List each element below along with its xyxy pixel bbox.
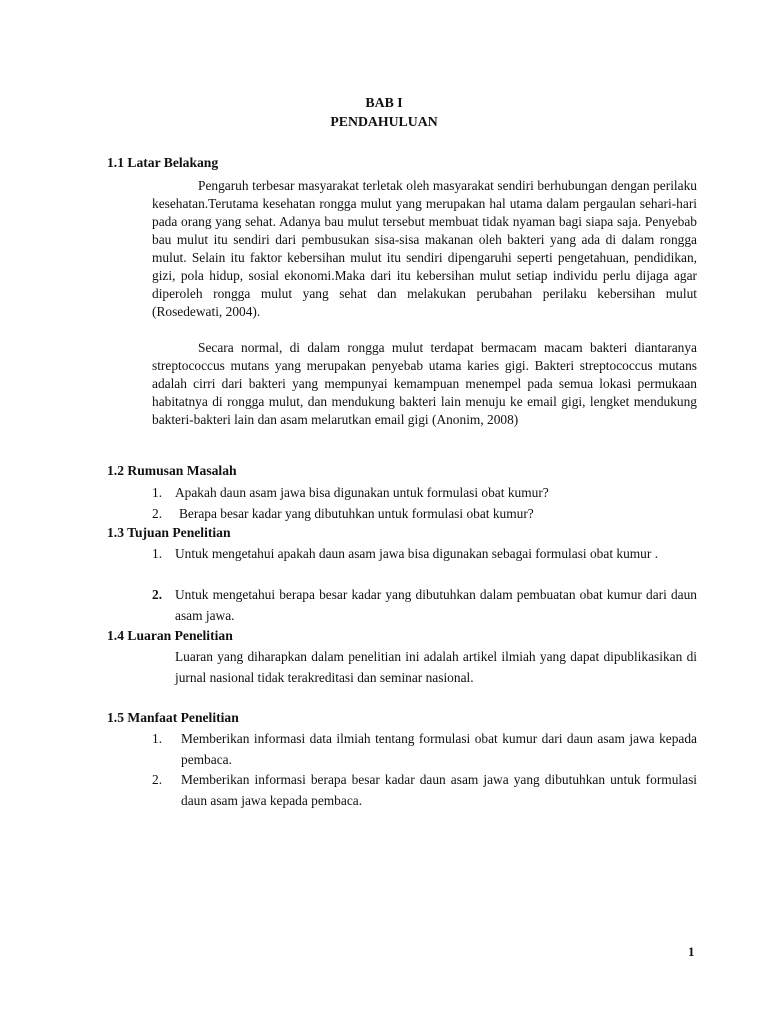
list-item-number: 2. [152, 587, 163, 602]
section-heading-latar-belakang: 1.1 Latar Belakang [107, 155, 219, 170]
paragraph-luaran-penelitian: Luaran yang diharapkan dalam penelitian ini adalah artikel ilmiah yang dapat dipublikasikan di jurnal nasional tidak terakreditasi dan seminar nasional. [175, 649, 697, 685]
list-item: Untuk mengetahui berapa besar kadar yang dibutuhkan dalam pembuatan obat kumur dari daun asam jawa. [175, 587, 697, 623]
page-number: 1 [688, 944, 695, 959]
list-item: Memberikan informasi data ilmiah tentang formulasi obat kumur dari daun asam jawa kepada pembaca. [181, 731, 697, 767]
list-item: Apakah daun asam jawa bisa digunakan untuk formulasi obat kumur? [175, 485, 549, 500]
paragraph-text: Pengaruh terbesar masyarakat terletak oleh masyarakat sendiri berhubungan dengan perilaku kesehatan.Terutama kesehatan rongga mulut yang merupakan hal utama dalam pergaulan sehari-hari pada orang yang sehat. Adanya bau mulut tersebut membuat tidak nyaman bagi siapa saja. Penyebab bau mulut itu sendiri dari pembusukan sisa-sisa makanan oleh bakteri yang ada di dalam rongga mulut. Selain itu faktor kebersihan mulut itu sendiri dipengaruhi seperti pengetahuan, pendidikan, gizi, pola hidup, sosial ekonomi.Maka dari itu kebersihan mulut setiap individu perlu dijaga agar diperoleh rongga mulut yang sehat dan melakukan perubahan perilaku kebersihan mulut (Rosedewati, 2004). [152, 178, 697, 319]
section-heading-manfaat-penelitian: 1.5 Manfaat Penelitian [107, 710, 239, 725]
section-heading-rumusan-masalah: 1.2 Rumusan Masalah [107, 463, 237, 478]
list-item-number: 2. [152, 772, 163, 787]
paragraph-text: Secara normal, di dalam rongga mulut terdapat bermacam macam bakteri diantaranya streptococcus mutans yang merupakan penyebab utama karies gigi. Bakteri streptococcus mutans adalah cirri dari bakteri yang mempunyai kemampuan menempel pada semua lokasi permukaan habitatnya di rongga mulut, dan mendukung bakteri lain menuju ke email gigi, lengket mendukung bakteri-bakteri lain dan asam melarutkan email gigi (Anonim, 2008) [152, 340, 697, 427]
list-item-number: 1. [152, 485, 163, 500]
list-item-number: 1. [152, 731, 163, 746]
chapter-number: BAB I [365, 95, 403, 110]
paragraph-latar-belakang-1 [152, 177, 697, 321]
list-item-number: 1. [152, 546, 163, 561]
list-item: Berapa besar kadar yang dibutuhkan untuk formulasi obat kumur? [179, 506, 534, 521]
paragraph-latar-belakang-2 [152, 339, 697, 429]
list-item-number: 2. [152, 506, 163, 521]
section-heading-tujuan-penelitian: 1.3 Tujuan Penelitian [107, 525, 231, 540]
chapter-title: PENDAHULUAN [330, 114, 438, 129]
list-item: Memberikan informasi berapa besar kadar daun asam jawa yang dibutuhkan untuk formulasi daun asam jawa kepada pembaca. [181, 772, 697, 808]
list-item: Untuk mengetahui apakah daun asam jawa bisa digunakan sebagai formulasi obat kumur . [175, 546, 659, 561]
section-heading-luaran-penelitian: 1.4 Luaran Penelitian [107, 628, 233, 643]
